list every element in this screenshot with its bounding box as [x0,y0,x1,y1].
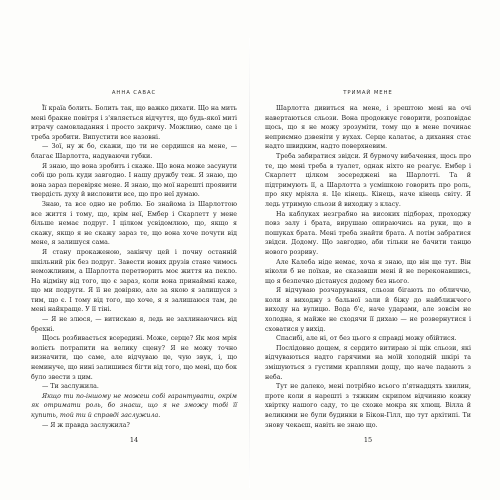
left-paragraph: — Я не злюся, — витискаю я, ледь не захлинаючись від брехні. [31,316,237,333]
right-paragraph: Тут не далеко, мені потрібно всього п'ятнадцять хвилин, проте коли я нарешті з тяжким скрипом відчиняю кожну хвіртку нашого саду, то це схоже мокра як хлющ. Вілла й великими не були будинки в Бікон-Гілл, що тут архітипі. Ти знову чекаєш, навіть не знаю що. [265,383,471,429]
left-page-text [31,104,237,430]
left-paragraph: — Я ж правда заслужила? [42,421,130,429]
left-paragraph: Знаю, та все одно не роблю. Бо знайома із Шарлоттою все життя і тому, що, крім неї, Ембер і Скарлетт у мене більше немає подруг. І цілком усвідомлюю, що, якщо я скажу, якщо я не скажу зараз те, що вона хоче почути від мене, я залишуся сама. [31,200,237,247]
left-page-number: 14 [129,436,139,444]
left-paragraph: Я знаю, що вона зробить і скаже. Що вона може засунути собі цю роль куди завгодно. І нашу дружбу теж. Я знаю, що вона зараз перевіряє мене. Я знаю, що мої нарешті проявити твердість духу й висловити все, що про неї думаю. [31,162,237,199]
right-page-text [265,104,471,430]
left-paragraph: — Зої, ну ж бо, скажи, що ти не сердишся на мене, — благає Шарлотта, надуваючи губки. [31,143,237,160]
left-running-header: АННА САВАС [111,90,157,96]
left-paragraph: Я стану прокаженою, закінчу цей і почну останній шкільний рік без подруг. Завести нових друзів стане чимось неможливим, а Шарлотта перетворить моє життя на пекло. На відміну від того, що є зараз, коли вона принаймні каже, що ми подруги. Я її не довіряю, але за якою я залишуся з тим, що є. І тому від того, що хоче, я я залишаюся там, де мені найкраще. У її тіні. [31,248,237,314]
left-paragraph: Її країа болить. Болить так, що важко дихати. Що на мить мені бракне повітря і з'являється відчуття, що будь-якої миті втрачу самовладання і просто закричу. Можливо, саме це і треба зробити. Випустити все назовні. [31,105,237,141]
left-paragraph: — Ти заслужила. [42,383,99,391]
book-gutter [249,38,250,488]
right-paragraph: Треба забиратися звідси. Я бурмочу вибачення, щось про те, що мені треба в туалет, однак ніхто не реагує. Ембер і Скарлетт цілком зосереджені на Шарлотті. Та й підтримують її, а Шарлотта з усмішкою говорить про роль, про яку мріяла я. Це кінець. Кінець, наче кінець світу. Я ледь утримую сльози й виходжу з класу. [265,152,471,208]
left-paragraph-italic: Якщо ти по-іншому не можеш собі гарантувати, окрім як отримати роль, бо знаєш, що я не зможу тобі її купить, той ти й справді заслужила. [31,392,237,419]
right-paragraph: Послідовно дощем, я сердито витираю зі щік сльози, які відчуваються надто гарячими на моїй холодній шкірі та змішуються з густими краплями дощу, що наче падають з неба. [265,344,471,381]
right-paragraph: Спасибі, але ні, от без цього я справді можу обійтися. [276,335,457,343]
right-paragraph: Я відчуваю розчарування, сльози бігають по обличчю, коли я виходжу з бальної зали й біжу до найближчого виходу на вулицю. Вода б'є, наче ударами, але зовсім не холодна, я майже не сходячи її дихаю — не розвернутися і сховатися у вихід. [265,287,471,333]
right-running-header: ТРИМАЙ МЕНЕ [343,90,393,96]
right-page-number: 15 [363,436,373,444]
right-paragraph: Але Калеба ніде немає, хоча я знаю, що він ще тут. Він ніколи б не поїхав, не сказавши мені й не переконавшись, що я безпечно дістануся додому без нього. [265,258,471,285]
right-paragraph: Шарлотта дивиться на мене, і зрештою мені на очі навертаються сльози. Вона продовжує говорити, розповідає щось, що я не можу зрозуміти, тому що в мене починає неприємно дзвеніти у вухах. Серце калатає, а дихання стає надто швидким, надто поверхневим. [265,105,471,151]
left-paragraph: Щось розбивається всередині. Може, серце? Як моя мрія волієть потрапити на велику сцену? Я не можу точно визначити, що саме, але відчуваю це, чую звук, і, що неминуче, що нині залишився бігти від того, що мені, що бок було звести з цим. [31,335,237,381]
right-paragraph: На каблуках незграбно на високих підборах, проходжу повз залу і брата, вирушаю опираючись на руки, що в пошуках брата. Мені треба знайти брата. А потім забратися звідси. Додому. Що завгодно, аби тільки не бачити танцю нового розриву. [265,210,471,256]
